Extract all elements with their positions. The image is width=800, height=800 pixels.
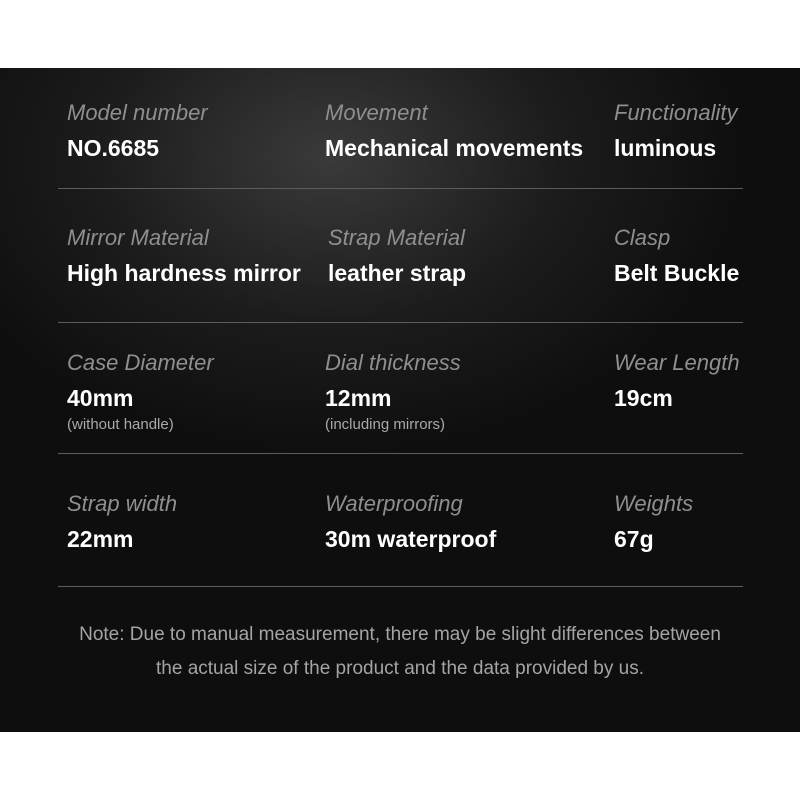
measurement-note — [0, 618, 800, 686]
spec-panel — [0, 68, 800, 732]
spec-dial-thickness — [325, 350, 461, 434]
spec-value: 30m waterproof — [325, 526, 497, 552]
spec-clasp — [614, 225, 739, 287]
spec-label: Strap width — [67, 491, 178, 516]
spec-strap-material — [328, 225, 466, 287]
spec-label: Waterproofing — [325, 491, 463, 516]
spec-label: Case Diameter — [67, 350, 214, 375]
spec-value: 40mm — [67, 385, 134, 411]
spec-label: Wear Length — [614, 350, 740, 375]
spec-functionality — [614, 100, 738, 162]
spec-value: Mechanical movements — [325, 135, 584, 161]
spec-value: Belt Buckle — [614, 260, 740, 286]
spec-case-diameter — [67, 350, 214, 434]
spec-mirror-material — [67, 225, 301, 287]
note-line-2: the actual size of the product and the data provided by us. — [156, 658, 644, 679]
spec-label: Dial thickness — [325, 350, 461, 375]
spec-value: 12mm — [325, 385, 392, 411]
row-divider — [58, 453, 743, 454]
spec-value: 19cm — [614, 385, 673, 411]
spec-value: High hardness mirror — [67, 260, 301, 286]
spec-label: Functionality — [614, 100, 738, 125]
spec-value: NO.6685 — [67, 135, 160, 161]
spec-model-number — [67, 100, 208, 162]
spec-note: (including mirrors) — [325, 416, 446, 433]
spec-strap-width — [67, 491, 177, 553]
spec-label: Clasp — [614, 225, 671, 250]
spec-label: Mirror Material — [67, 225, 209, 250]
spec-value: 22mm — [67, 526, 134, 552]
spec-waterproofing — [325, 491, 496, 553]
spec-value: 67g — [614, 526, 654, 552]
spec-note: (without handle) — [67, 416, 174, 433]
spec-label: Model number — [67, 100, 208, 125]
spec-label: Movement — [325, 100, 428, 125]
row-divider — [58, 188, 743, 189]
spec-wear-length — [614, 350, 740, 412]
row-divider — [58, 586, 743, 587]
spec-value: luminous — [614, 135, 717, 161]
spec-movement — [325, 100, 583, 162]
note-line-1: Note: Due to manual measurement, there may be slight differences between — [79, 624, 721, 645]
spec-label: Weights — [614, 491, 694, 516]
spec-weights — [614, 491, 693, 553]
spec-value: leather strap — [328, 260, 467, 286]
row-divider — [58, 322, 743, 323]
spec-label: Strap Material — [328, 225, 465, 250]
